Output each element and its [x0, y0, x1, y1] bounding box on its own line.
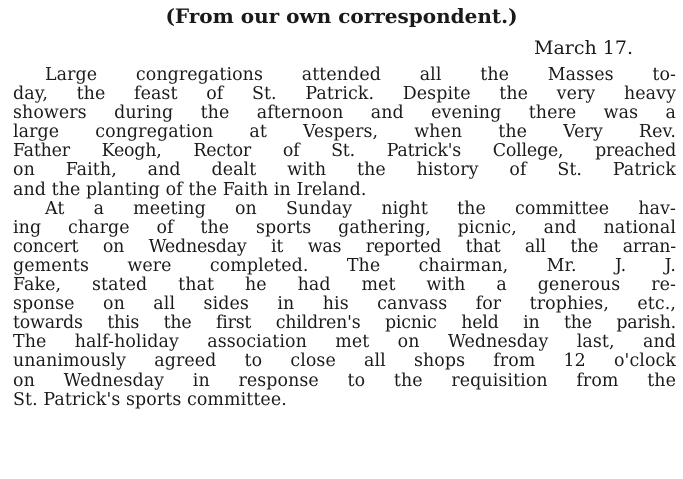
- text-line: day, the feast of St. Patrick. Despite the very heavy: [13, 84, 676, 105]
- dateline: March 17.: [534, 37, 633, 59]
- text-line: on Wednesday in response to the requisition from the: [13, 370, 676, 391]
- text-line: on Faith, and dealt with the history of St. Patrick: [13, 160, 676, 181]
- paragraph: [13, 200, 676, 410]
- text-line: and the planting of the Faith in Ireland.: [13, 179, 367, 200]
- correspondent-heading: (From our own correspondent.): [165, 4, 518, 28]
- text-line: unanimously agreed to close all shops from 12 o'clock: [13, 351, 676, 372]
- text-line: St. Patrick's sports committee.: [13, 389, 287, 410]
- text-line: Fake, stated that he had met with a generous re-: [13, 275, 676, 296]
- text-line: The half-holiday association met on Wednesday last, and: [13, 332, 676, 353]
- text-line: towards this the first children's picnic held in the parish.: [13, 313, 676, 334]
- text-line: concert on Wednesday it was reported that all the arran-: [13, 236, 676, 257]
- text-line: gements were completed. The chairman, Mr. J. J.: [13, 255, 676, 276]
- text-line: large congregation at Vespers, when the Very Rev.: [13, 122, 676, 143]
- text-line: At a meeting on Sunday night the committee hav-: [45, 198, 676, 219]
- article-body: [13, 66, 676, 410]
- text-line: ing charge of the sports gathering, picnic, and national: [13, 217, 676, 238]
- text-line: sponse on all sides in his canvass for trophies, etc.,: [13, 294, 676, 315]
- text-line: Large congregations attended all the Masses to-: [45, 65, 676, 85]
- paragraph: [13, 66, 676, 200]
- text-line: showers during the afternoon and evening there was a: [13, 103, 676, 124]
- text-line: Father Keogh, Rector of St. Patrick's College, preached: [13, 141, 676, 162]
